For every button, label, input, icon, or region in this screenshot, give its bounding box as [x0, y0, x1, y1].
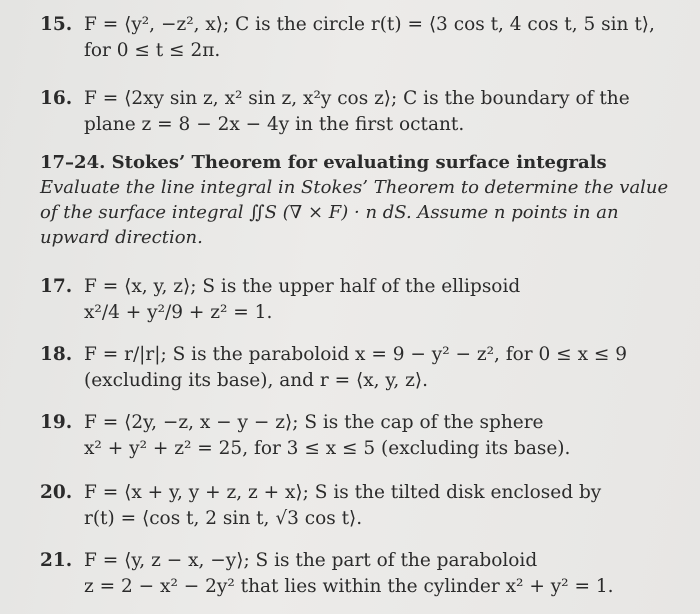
problem-number: 21.	[40, 550, 73, 571]
problem-17	[40, 274, 680, 326]
problem-number: 15.	[40, 14, 73, 35]
problem-20	[40, 480, 680, 532]
problem-text-line-2: z = 2 − x² − 2y² that lies within the cylinder x² + y² = 1.	[84, 576, 614, 597]
problem-18	[40, 342, 680, 394]
problem-number: 17.	[40, 276, 73, 297]
section-instructions: Evaluate the line integral in Stokes’ Theorem to determine the value of the surface integral ∬S (∇ × F) · n dS. Assume n points in an upward direction.	[40, 177, 669, 248]
problem-21	[40, 548, 680, 600]
problem-text-line-2: x² + y² + z² = 25, for 3 ≤ x ≤ 5 (excluding its base).	[84, 438, 571, 459]
section-heading	[40, 150, 670, 250]
problem-text-line-2: (excluding its base), and r = ⟨x, y, z⟩.	[84, 370, 428, 391]
problem-number: 18.	[40, 344, 73, 365]
problem-15	[40, 12, 680, 64]
problem-16	[40, 86, 680, 138]
problem-number: 16.	[40, 88, 73, 109]
problem-text-line-2: plane z = 8 − 2x − 4y in the first octant.	[84, 114, 465, 135]
problem-text-line-2: r(t) = ⟨cos t, 2 sin t, √3 cos t⟩.	[84, 508, 363, 529]
problem-number: 20.	[40, 482, 73, 503]
problem-text-line-1: F = ⟨2xy sin z, x² sin z, x²y cos z⟩; C is the boundary of the	[84, 88, 630, 109]
problem-text-line-1: F = ⟨x + y, y + z, z + x⟩; S is the tilted disk enclosed by	[84, 482, 602, 503]
problem-text-line-2: x²/4 + y²/9 + z² = 1.	[84, 302, 273, 323]
problem-text-line-1: F = ⟨y², −z², x⟩; C is the circle r(t) = ⟨3 cos t, 4 cos t, 5 sin t⟩,	[84, 14, 655, 35]
problem-text-line-1: F = ⟨2y, −z, x − y − z⟩; S is the cap of the sphere	[84, 412, 544, 433]
problem-text-line-2: for 0 ≤ t ≤ 2π.	[84, 40, 221, 61]
problem-number: 19.	[40, 412, 73, 433]
problem-19	[40, 410, 680, 462]
problem-text-line-1: F = ⟨x, y, z⟩; S is the upper half of the ellipsoid	[84, 276, 521, 297]
problem-text-line-1: F = r/|r|; S is the paraboloid x = 9 − y² − z², for 0 ≤ x ≤ 9	[84, 344, 628, 365]
section-title: 17–24. Stokes’ Theorem for evaluating surface integrals	[40, 152, 607, 173]
problem-text-line-1: F = ⟨y, z − x, −y⟩; S is the part of the paraboloid	[84, 550, 538, 571]
